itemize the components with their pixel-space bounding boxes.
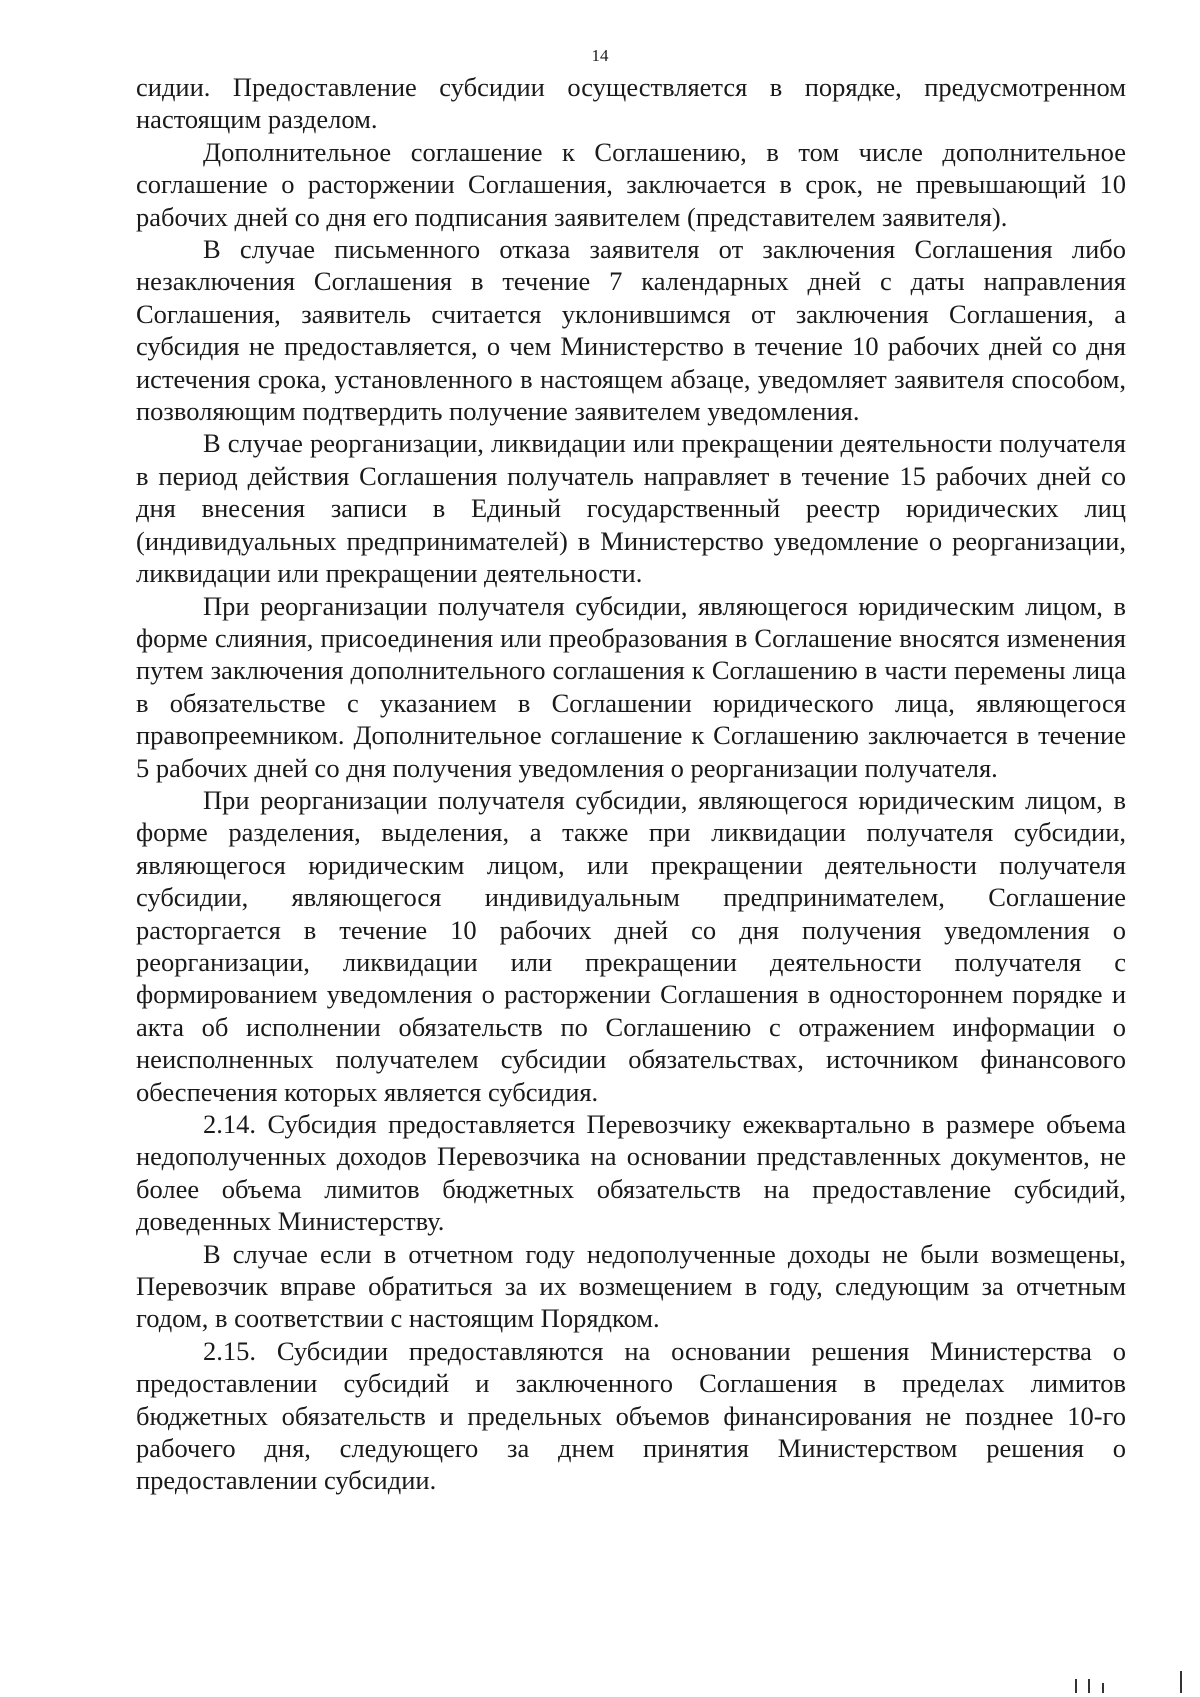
paragraph-reorganization-division: При реорганизации получателя субсидии, являющегося юридическим лицом, в форме разделения, выделения, а также при ликвидации получателя субсидии, являющегося юридическим лицом, или прекращении деятельности получателя субсидии, являющегося индивидуальным предпринимателем, Соглашение расторгается в течение 10 рабочих дней со дня получения уведомления о реорганизации, ликвидации или прекращении деятельности получателя с формированием уведомления о расторжении Соглашения в одностороннем порядке и акта об исполнении обязательств по Соглашению с отражением информации о неисполненных получателем субсидии обязательствах, источником финансового обеспечения которых является субсидия.	[136, 784, 1126, 1107]
paragraph-additional-agreement: Дополнительное соглашение к Соглашению, в том числе дополнительное соглашение о расторжении Соглашения, заключается в срок, не превышающий 10 рабочих дней со дня его подписания заявителем (представителем заявителя).	[136, 136, 1126, 232]
paragraph-reorganization-notice: В случае реорганизации, ликвидации или прекращении деятельности получателя в период действия Соглашения получатель направляет в течение 15 рабочих дней со дня внесения записи в Единый государственный реестр юридических лиц (индивидуальных предпринимателей) в Министерство уведомление о реорганизации, ликвидации или прекращении деятельности.	[136, 428, 1126, 589]
paragraph-refusal: В случае письменного отказа заявителя от заключения Соглашения либо незаключения Соглашения в течение 7 календарных дней с даты направления Соглашения, заявитель считается уклонившимся от заключения Соглашения, а субсидия не предоставляется, о чем Министерство в течение 10 рабочих дней со дня истечения срока, установленного в настоящем абзаце, уведомляет заявителя способом, позволяющим подтвердить получение заявителем уведомления.	[136, 234, 1126, 427]
paragraph-continuation: сидии. Предоставление субсидии осуществляется в порядке, предусмотренном настоящим разделом.	[136, 72, 1126, 135]
scan-edge-mark	[1102, 1683, 1104, 1693]
paragraph-reorganization-merger: При реорганизации получателя субсидии, являющегося юридическим лицом, в форме слияния, присоединения или преобразования в Соглашение вносятся изменения путем заключения дополнительного соглашения к Соглашению в части перемены лица в обязательстве с указанием в Соглашении юридического лица, являющегося правопреемником. Дополнительное соглашение к Соглашению заключается в течение 5 рабочих дней со дня получения уведомления о реорганизации получателя.	[136, 590, 1126, 783]
document-body	[136, 71, 1126, 1497]
paragraph-2-14: 2.14. Субсидия предоставляется Перевозчику ежеквартально в размере объема недополученных доходов Перевозчика на основании представленных документов, не более объема лимитов бюджетных обязательств на предоставление субсидий, доведенных Министерству.	[136, 1109, 1126, 1237]
paragraph-2-15: 2.15. Субсидии предоставляются на основании решения Министерства о предоставлении субсидий и заключенного Соглашения в пределах лимитов бюджетных обязательств и предельных объемов финансирования не позднее 10-го рабочего дня, следующего за днем принятия Министерством решения о предоставлении субсидии.	[136, 1335, 1126, 1496]
paragraph-unreimbursed-income: В случае если в отчетном году недополученные доходы не были возмещены, Перевозчик вправе обратиться за их возмещением в году, следующим за отчетным годом, в соответствии с настоящим Порядком.	[136, 1238, 1126, 1334]
scan-edge-mark	[1180, 1671, 1182, 1693]
page-number: 14	[591, 46, 609, 65]
scan-edge-mark	[1088, 1679, 1090, 1693]
scan-edge-mark	[1075, 1679, 1077, 1693]
